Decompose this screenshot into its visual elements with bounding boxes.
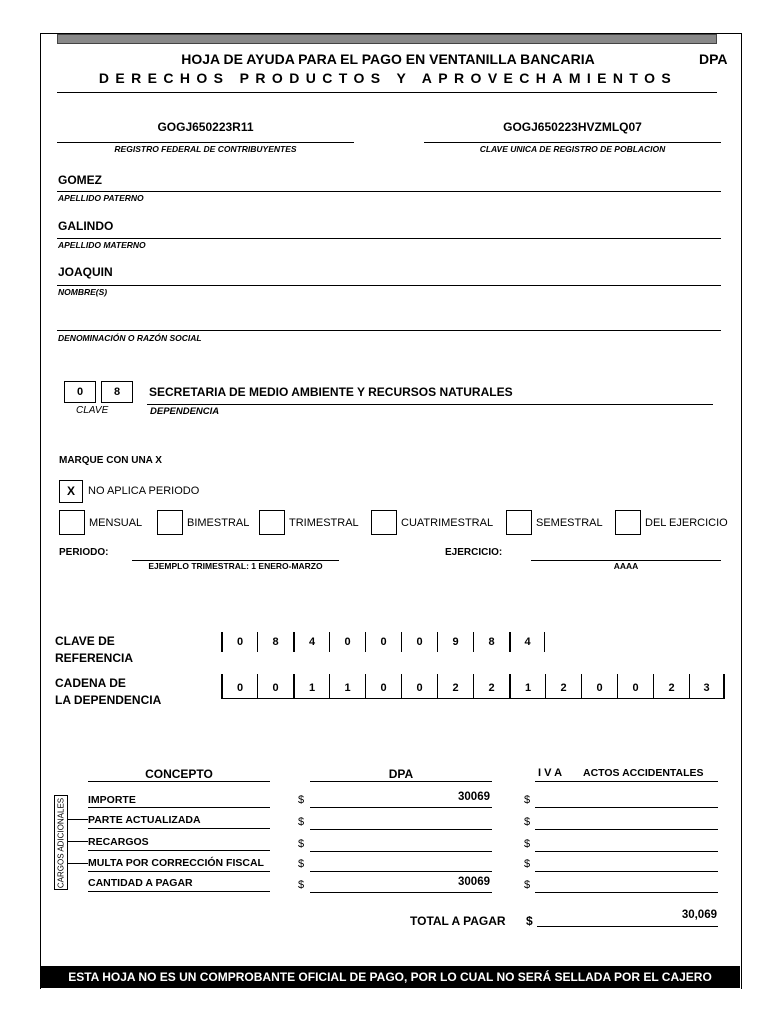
col-concepto: CONCEPTO <box>145 767 213 781</box>
mensual-checkbox[interactable] <box>59 510 85 535</box>
row-label: CANTIDAD A PAGAR <box>88 877 193 889</box>
connector-1 <box>68 819 88 820</box>
row-line <box>310 829 492 830</box>
row-label: MULTA POR CORRECCIÓN FISCAL <box>88 857 264 869</box>
row-line <box>535 829 718 830</box>
referencia-digits <box>221 632 545 652</box>
no-aplica-mark: X <box>66 484 75 498</box>
col-concepto-line <box>88 781 270 782</box>
referencia-digit: 0 <box>401 632 437 652</box>
row-line <box>310 892 492 893</box>
periodo-example: EJEMPLO TRIMESTRAL: 1 ENERO-MARZO <box>148 561 323 571</box>
referencia-digit: 9 <box>437 632 473 652</box>
trimestral-checkbox[interactable] <box>259 510 285 535</box>
connector-2 <box>68 841 88 842</box>
cadena-digit: 2 <box>653 674 689 698</box>
row-line <box>88 850 270 851</box>
total-line <box>537 926 718 927</box>
clave-label: CLAVE <box>76 405 109 416</box>
form-subtitle: DERECHOS PRODUCTOS Y APROVECHAMIENTOS <box>98 70 678 86</box>
row-line <box>535 892 718 893</box>
cargos-adicionales-text: CARGOS ADICIONALES <box>56 797 66 888</box>
cadena-label-1: CADENA DE <box>55 676 126 690</box>
apellido-materno-line <box>57 238 721 239</box>
bimestral-checkbox[interactable] <box>157 510 183 535</box>
referencia-digit: 8 <box>473 632 509 652</box>
form-code: DPA <box>699 51 728 67</box>
cadena-digit: 2 <box>545 674 581 698</box>
connector-3 <box>68 863 88 864</box>
cadena-digit: 1 <box>329 674 365 698</box>
del-ejercicio-label: DEL EJERCICIO <box>645 517 728 529</box>
referencia-digit: 0 <box>365 632 401 652</box>
cuatrimestral-label: CUATRIMESTRAL <box>401 517 494 529</box>
referencia-label-1: CLAVE DE <box>55 634 115 648</box>
cadena-digit: 0 <box>257 674 293 698</box>
cadena-label-2: LA DEPENDENCIA <box>55 693 162 707</box>
clave-digit-2-text: 8 <box>113 386 121 398</box>
periodo-label: PERIODO: <box>59 547 109 558</box>
dollar-sign: $ <box>524 838 531 850</box>
semestral-checkbox[interactable] <box>506 510 532 535</box>
row-label: IMPORTE <box>88 794 136 806</box>
cadena-digit: 0 <box>401 674 437 698</box>
row-dpa: 30069 <box>458 876 490 888</box>
row-label: PARTE ACTUALIZADA <box>88 814 201 826</box>
apellido-materno-value: GALINDO <box>58 219 114 233</box>
row-line <box>310 851 492 852</box>
apellido-paterno-line <box>57 191 721 192</box>
apellido-materno-label: APELLIDO MATERNO <box>58 240 146 250</box>
cadena-digit: 3 <box>689 674 725 698</box>
clave-digit-1 <box>64 381 96 403</box>
col-dpa: DPA <box>388 767 414 781</box>
referencia-label-2: REFERENCIA <box>55 651 134 665</box>
no-aplica-checkbox[interactable] <box>59 480 83 503</box>
nombre-value: JOAQUIN <box>58 265 113 279</box>
bimestral-label: BIMESTRAL <box>187 517 250 529</box>
row-line <box>310 871 492 872</box>
col-iva-line <box>535 781 718 782</box>
row-dpa: 30069 <box>458 791 490 803</box>
dollar-sign: $ <box>298 879 305 891</box>
dollar-sign: $ <box>524 858 531 870</box>
row-line <box>535 871 718 872</box>
semestral-label: SEMESTRAL <box>536 517 603 529</box>
referencia-digit: 4 <box>509 632 545 652</box>
curp-value: GOGJ650223HVZMLQ07 <box>503 120 642 134</box>
row-line <box>88 871 270 872</box>
row-line <box>88 807 270 808</box>
dependencia-line <box>147 404 713 405</box>
col-dpa-line <box>310 781 492 782</box>
form-title: HOJA DE AYUDA PARA EL PAGO EN VENTANILLA BANCARIA <box>181 51 595 67</box>
no-aplica-label: NO APLICA PERIODO <box>88 485 200 497</box>
referencia-digit: 4 <box>293 632 329 652</box>
row-line <box>535 807 718 808</box>
col-iva: I V A <box>538 767 563 779</box>
rfc-value: GOGJ650223R11 <box>157 120 254 134</box>
referencia-digit: 8 <box>257 632 293 652</box>
cadena-digit: 0 <box>365 674 401 698</box>
total-label: TOTAL A PAGAR <box>410 914 506 928</box>
cuatrimestral-checkbox[interactable] <box>371 510 397 535</box>
clave-digit-1-text: 0 <box>76 386 84 398</box>
mensual-label: MENSUAL <box>89 517 143 529</box>
razon-social-line <box>57 330 721 331</box>
cadena-digits <box>221 674 725 699</box>
curp-line <box>424 142 721 143</box>
dollar-sign: $ <box>298 816 305 828</box>
marque-instruction: MARQUE CON UNA X <box>59 455 162 466</box>
row-label: RECARGOS <box>88 836 149 848</box>
ejercicio-label: EJERCICIO: <box>445 547 503 558</box>
total-dollar-sign: $ <box>526 914 533 928</box>
col-actos: ACTOS ACCIDENTALES <box>583 767 704 779</box>
dollar-sign: $ <box>298 838 305 850</box>
nombre-line <box>57 285 721 286</box>
cadena-digit: 0 <box>221 674 257 698</box>
rfc-label: REGISTRO FEDERAL DE CONTRIBUYENTES <box>114 144 297 154</box>
cadena-digit: 1 <box>293 674 329 698</box>
referencia-digit: 0 <box>329 632 365 652</box>
rfc-line <box>57 142 354 143</box>
razon-social-label: DENOMINACIÓN O RAZÓN SOCIAL <box>58 333 202 343</box>
total-value: 30,069 <box>681 909 717 921</box>
nombre-label: NOMBRE(S) <box>58 287 108 297</box>
referencia-digit: 0 <box>221 632 257 652</box>
header-rule <box>57 92 717 93</box>
row-line <box>88 891 270 892</box>
apellido-paterno-label: APELLIDO PATERNO <box>58 193 144 203</box>
row-line <box>88 828 270 829</box>
trimestral-label: TRIMESTRAL <box>289 517 359 529</box>
del-ejercicio-checkbox[interactable] <box>615 510 641 535</box>
cadena-digit: 0 <box>581 674 617 698</box>
dollar-sign: $ <box>298 858 305 870</box>
row-line <box>310 807 492 808</box>
cadena-digit: 2 <box>437 674 473 698</box>
cargos-adicionales-label <box>54 795 68 890</box>
dollar-sign: $ <box>524 879 531 891</box>
dollar-sign: $ <box>524 816 531 828</box>
curp-label: CLAVE UNICA DE REGISTRO DE POBLACION <box>479 144 666 154</box>
cadena-digit: 0 <box>617 674 653 698</box>
top-bar <box>57 34 717 44</box>
cadena-digit: 2 <box>473 674 509 698</box>
row-line <box>535 851 718 852</box>
dependencia-name: SECRETARIA DE MEDIO AMBIENTE Y RECURSOS NATURALES <box>149 385 513 399</box>
dollar-sign: $ <box>524 794 531 806</box>
dollar-sign: $ <box>298 794 305 806</box>
ejercicio-hint: AAAA <box>613 561 639 571</box>
dependencia-label: DEPENDENCIA <box>150 406 220 417</box>
apellido-paterno-value: GOMEZ <box>58 173 102 187</box>
footer-notice: ESTA HOJA NO ES UN COMPROBANTE OFICIAL DE PAGO, POR LO CUAL NO SERÁ SELLADA POR EL CAJERO <box>40 966 740 988</box>
clave-digit-2 <box>101 381 133 403</box>
cadena-digit: 1 <box>509 674 545 698</box>
